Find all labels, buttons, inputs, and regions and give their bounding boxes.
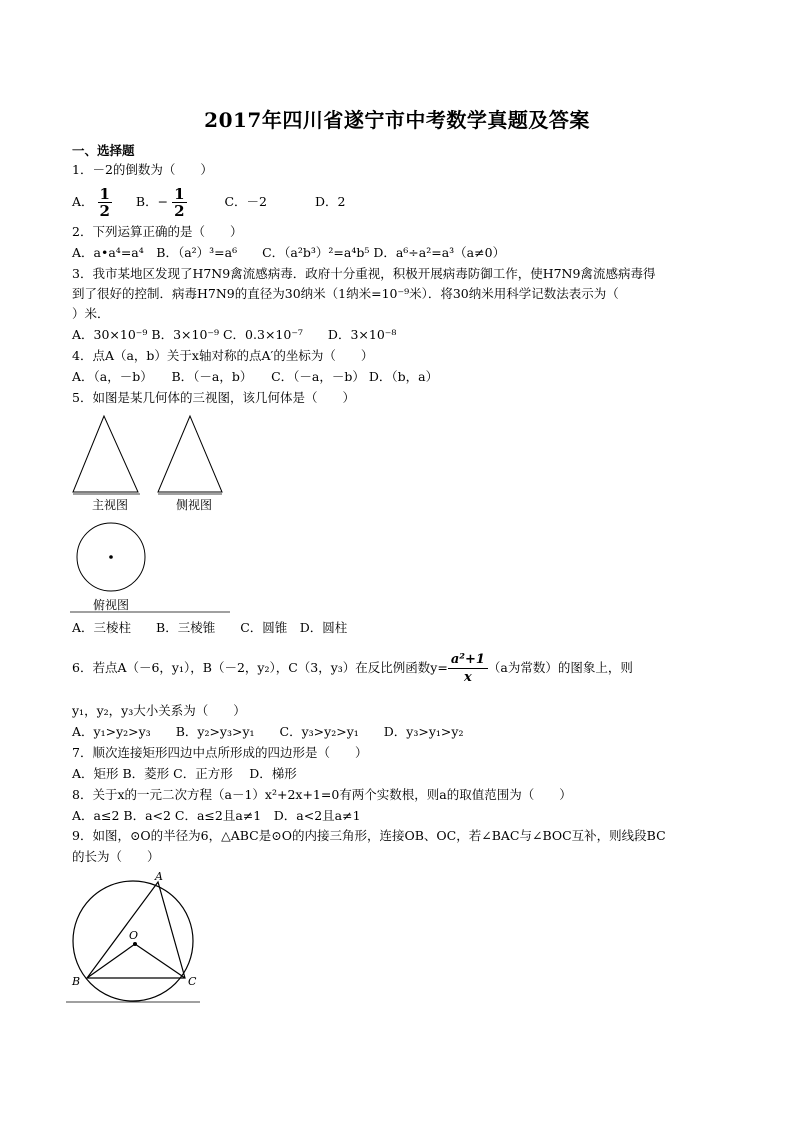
label-b: B: [72, 975, 81, 988]
three-view-figure: [70, 412, 230, 614]
q1-opt-b-fraction: $\frac{1}{2}$: [174, 185, 185, 220]
q6-line2: y₁，y₂，y₃大小关系为（ ）: [72, 703, 246, 718]
q3-line1: 3．我市某地区发现了H7N9禽流感病毒．政府十分重视，积极开展病毒防御工作，使H7N9禽流感病毒得: [72, 266, 656, 281]
q3-line3: ）米．: [72, 306, 110, 321]
q7-stem: 7．顺次连接矩形四边中点所形成的四边形是（ ）: [72, 745, 368, 760]
q3-line2: 到了很好的控制．病毒H7N9的直径为30纳米（1纳米=10⁻⁹米）．将30纳米用科学记数法表示为（: [72, 286, 619, 301]
label-c: C: [188, 975, 197, 988]
caption-top-view: 俯视图: [93, 598, 130, 612]
q1-opt-d: D．2: [314, 194, 346, 209]
q6-stem-before: 6．若点A（－6，y₁），B（－2，y₂），C（3，y₃）在反比例函数y=: [72, 660, 448, 675]
q9-line1: 9．如图，⊙O的半径为6，△ABC是⊙O的内接三角形，连接OB、OC，若∠BAC与∠BOC互补，则线段BC: [72, 828, 666, 843]
label-a: A: [155, 870, 163, 883]
q1-stem: 1．－2的倒数为（ ）: [72, 162, 213, 177]
q6-options: A．y₁>y₂>y₃ B．y₂>y₃>y₁ C．y₃>y₂>y₁ D．y₃>y₁>y₂: [72, 724, 464, 739]
caption-front-view: 主视图: [92, 498, 129, 512]
q1-opt-a-label: A．: [72, 194, 94, 209]
circle-triangle-figure: [66, 868, 200, 1008]
q9-line2: 的长为（ ）: [72, 849, 160, 864]
q7-options: A．矩形 B．菱形 C．正方形 D．梯形: [72, 766, 297, 781]
q4-stem: 4．点A（a，b）关于x轴对称的点A′的坐标为（ ）: [72, 348, 374, 363]
label-o: O: [129, 929, 139, 942]
top-view-center-dot: [109, 555, 113, 559]
q6-fraction: $\frac{\text{a²+1}}{x}$: [448, 651, 488, 686]
segment-oc: [135, 944, 185, 978]
q2-stem: 2．下列运算正确的是（ ）: [72, 224, 243, 239]
caption-side-view: 侧视图: [176, 498, 213, 512]
q5-options: A．三棱柱 B．三棱锥 C．圆锥 D．圆柱: [72, 620, 348, 635]
q1-opt-c: C．－2: [224, 194, 268, 209]
side-view-triangle: [158, 416, 222, 492]
q4-options: A．（a，－b） B．（－a，b） C．（－a，－b） D．（b，a）: [72, 369, 439, 384]
center-o-dot: [133, 942, 137, 946]
q2-options: A．a•a⁴=a⁴ B．（a²）³=a⁶ C．（a²b³）²=a⁴b⁵ D．a⁶÷a²=a³（a≠0）: [72, 245, 506, 260]
q1-options: [72, 182, 345, 222]
q8-options: A．a≤2 B．a<2 C．a≤2且a≠1 D．a<2且a≠1: [72, 808, 361, 823]
q5-stem: 5．如图是某几何体的三视图，该几何体是（ ）: [72, 390, 355, 405]
section-heading: 一、选择题: [72, 143, 135, 158]
segment-ob: [87, 944, 135, 978]
q1-opt-b-label: B．−: [135, 194, 169, 209]
q3-options: A．30×10⁻⁹ B．3×10⁻⁹ C．0.3×10⁻⁷ D．3×10⁻⁸: [72, 327, 397, 342]
q1-opt-a-fraction: $\frac{1}{2}$: [99, 185, 110, 220]
q6-stem-after: （a为常数）的图象上，则: [487, 660, 633, 675]
front-view-triangle: [73, 416, 138, 492]
q8-stem: 8．关于x的一元二次方程（a－1）x²+2x+1=0有两个实数根，则a的取值范围为（ ）: [72, 787, 572, 802]
page-title: 2017年四川省遂宁市中考数学真题及答案: [204, 108, 590, 132]
q6-stem: [72, 648, 633, 688]
